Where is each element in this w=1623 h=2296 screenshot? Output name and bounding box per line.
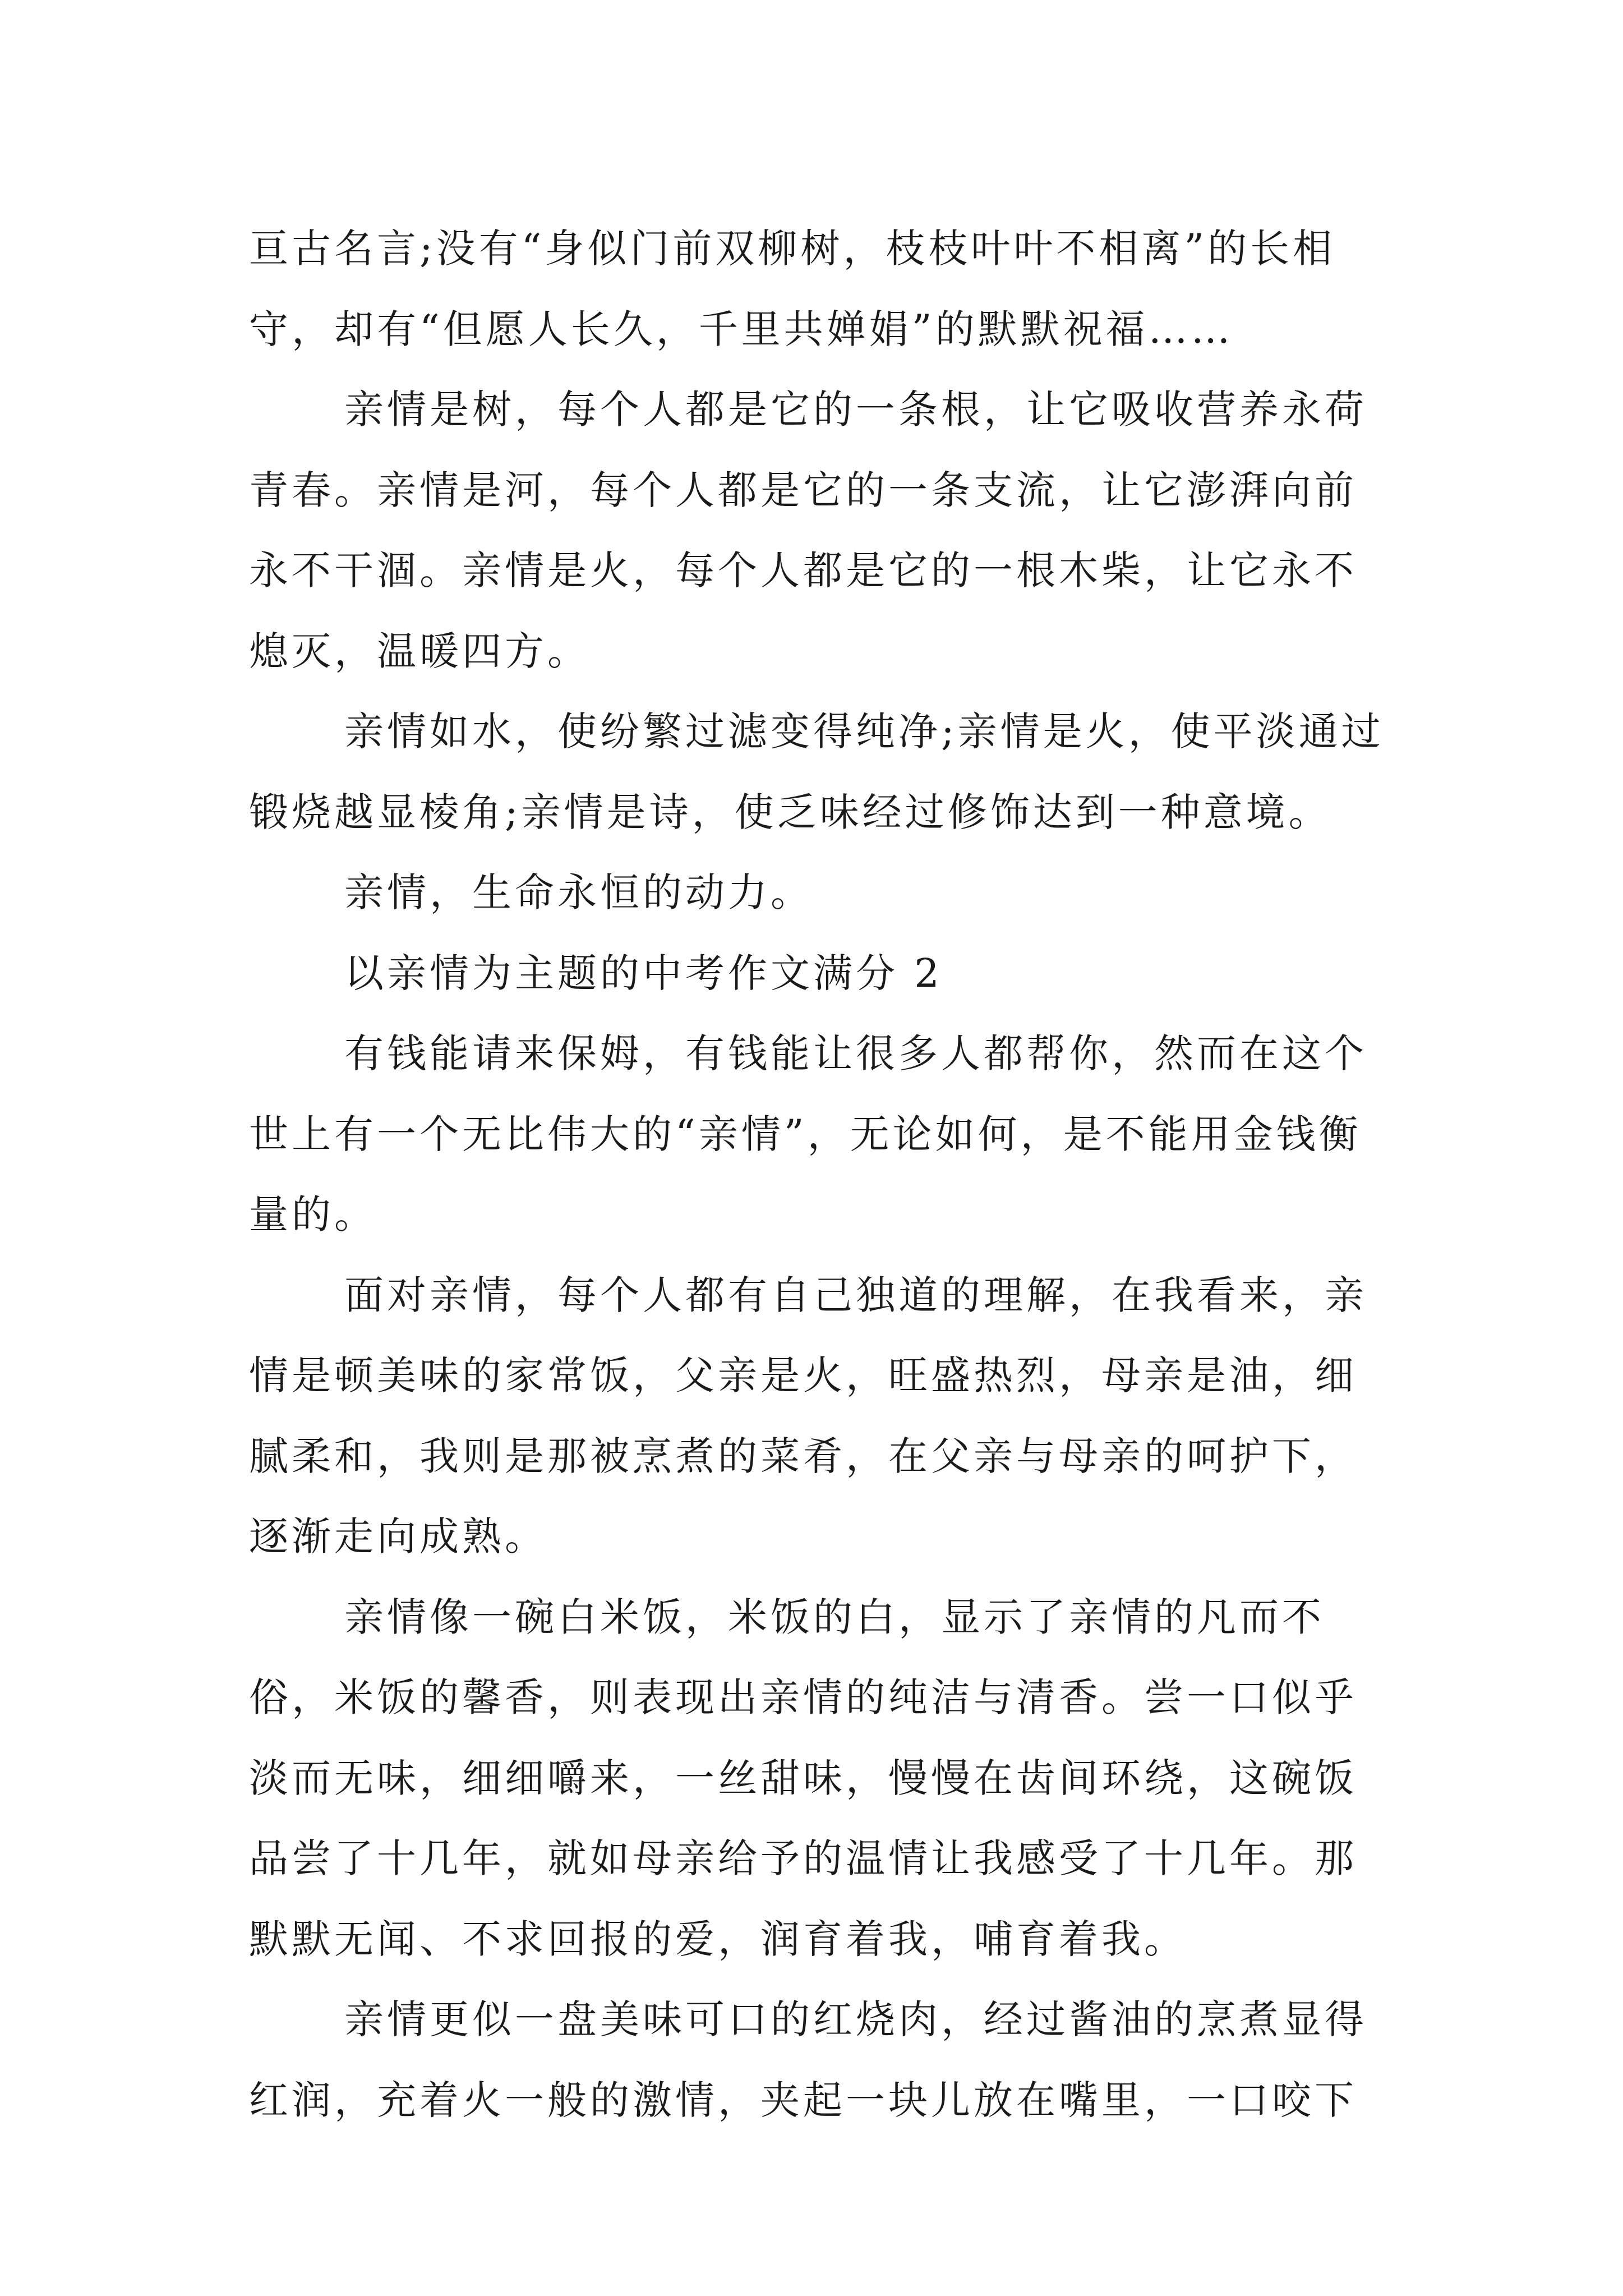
paragraph-6: 面对亲情，每个人都有自己独道的理解，在我看来，亲情是顿美味的家常饭，父亲是火，旺盛热烈，母亲是油，细腻柔和，我则是那被烹煮的菜肴，在父亲与母亲的呵护下，逐渐走向成熟。 [249, 1272, 1367, 1559]
paragraph-2: 亲情是树，每个人都是它的一条根，让它吸收营养永荷青春。亲情是河，每个人都是它的一条支流，让它澎湃向前永不干涸。亲情是火，每个人都是它的一根木柴，让它永不熄灭，温暖四方。 [249, 386, 1367, 674]
paragraph-8: 亲情更似一盘美味可口的红烧肉，经过酱油的烹煮显得红润，充着火一般的激情，夹起一块儿放在嘴里，一口咬下 [249, 1996, 1367, 2123]
document-body [249, 209, 1390, 2141]
paragraph-7: 亲情像一碗白米饭，米饭的白，显示了亲情的凡而不俗，米饭的馨香，则表现出亲情的纯洁与清香。尝一口似乎淡而无味，细细嚼来，一丝甜味，慢慢在齿间环绕，这碗饭品尝了十几年，就如母亲给予的温情让我感受了十几年。那默默无闻、不求回报的爱，润育着我，哺育着我。 [249, 1594, 1357, 1962]
paragraph-1: 亘古名言;没有“身似门前双柳树，枝枝叶叶不相离”的长相守，却有“但愿人长久，千里共婵娟”的默默祝福…… [249, 226, 1336, 352]
paragraph-3: 亲情如水，使纷繁过滤变得纯净;亲情是火，使平淡通过锻烧越显棱角;亲情是诗，使乏味经过修饰达到一种意境。 [249, 708, 1384, 835]
paragraph-4: 亲情，生命永恒的动力。 [344, 869, 813, 915]
essay-heading: 以亲情为主题的中考作文满分 2 [344, 950, 943, 996]
paragraph-5: 有钱能请来保姆，有钱能让很多人都帮你，然而在这个世上有一个无比伟大的“亲情”，无论如何，是不能用金钱衡量的。 [249, 1030, 1367, 1237]
